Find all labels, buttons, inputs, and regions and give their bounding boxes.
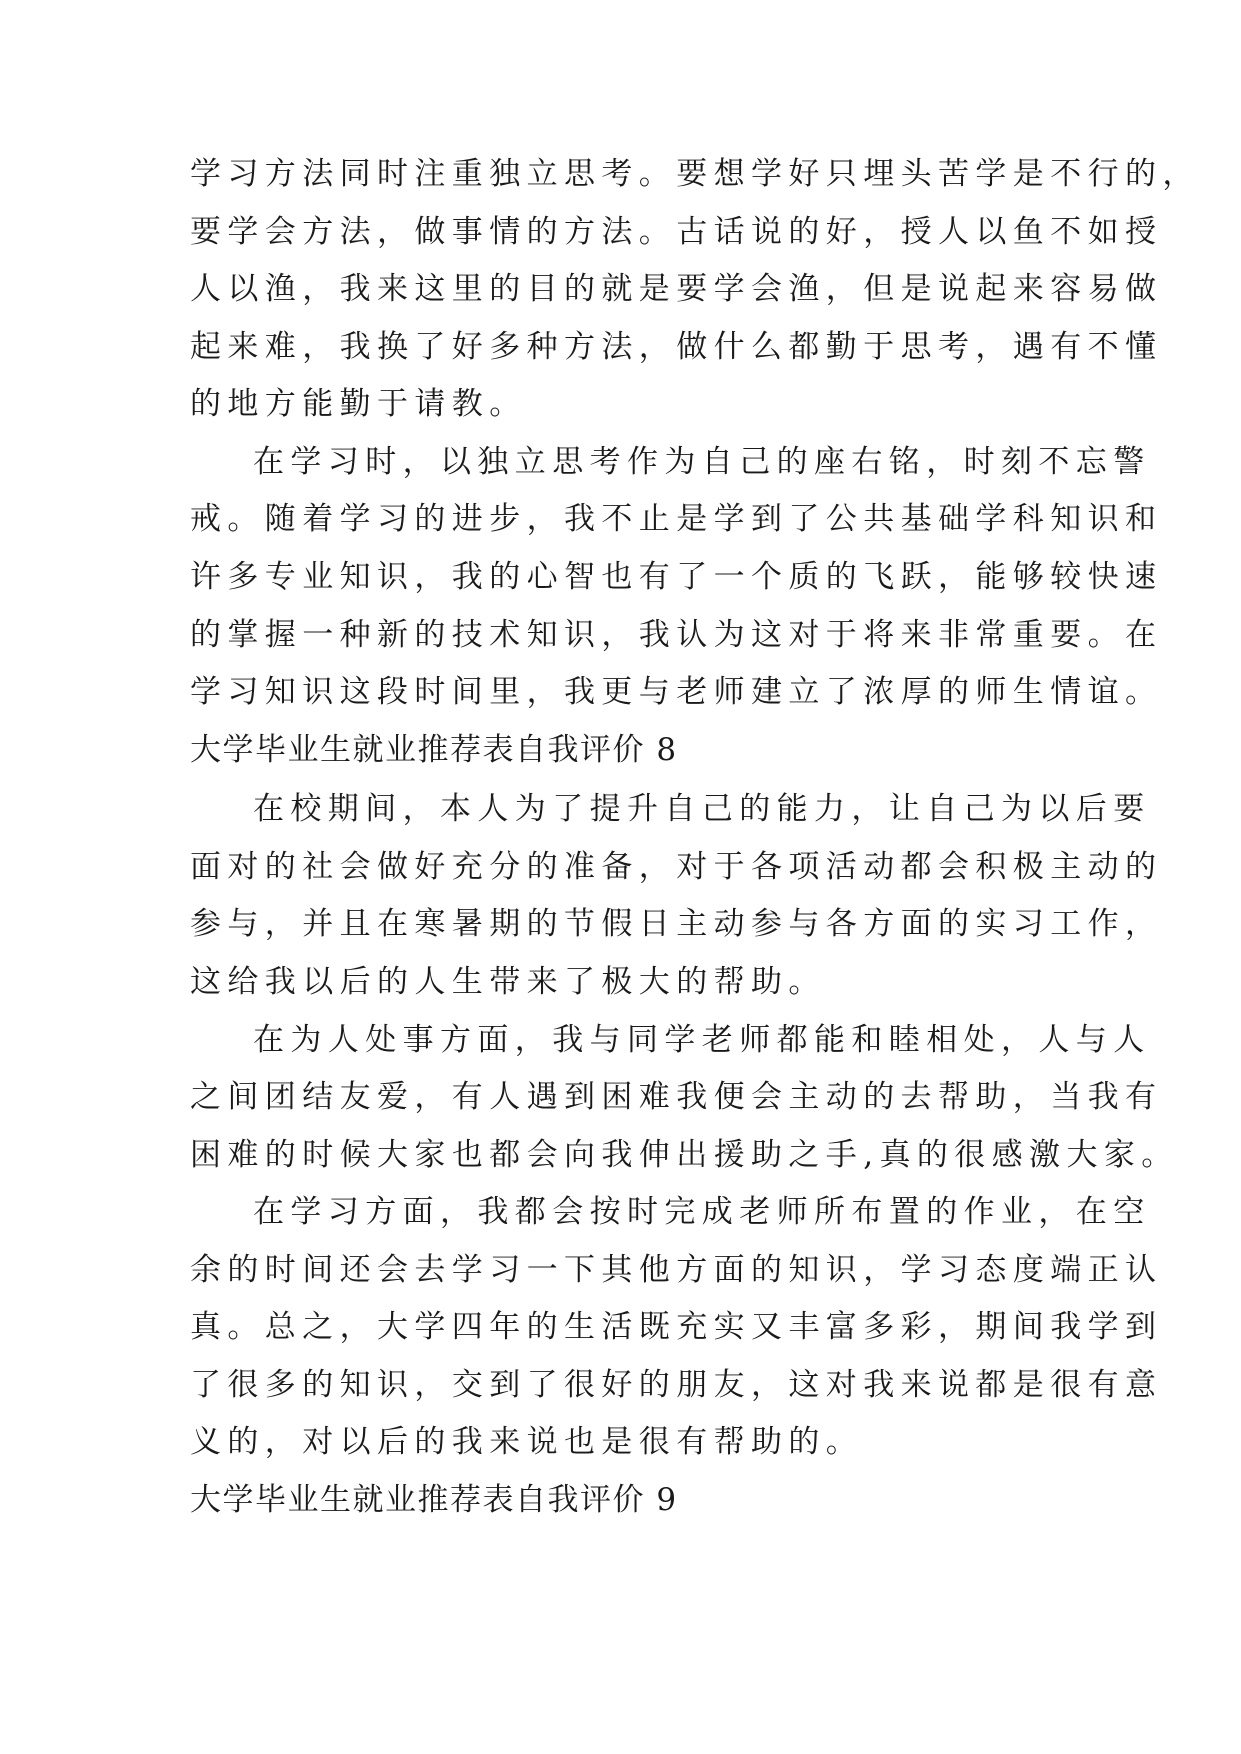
paragraph-line: 起来难，我换了好多种方法，做什么都勤于思考，遇有不懂 bbox=[190, 329, 1163, 365]
paragraph-line: 了很多的知识，交到了很好的朋友，这对我来说都是很有意 bbox=[190, 1367, 1163, 1403]
section-heading: 大学毕业生就业推荐表自我评价 8 bbox=[190, 732, 678, 768]
paragraph-line: 要学会方法，做事情的方法。古话说的好，授人以鱼不如授 bbox=[190, 214, 1163, 250]
paragraph-line: 的掌握一种新的技术知识，我认为这对于将来非常重要。在 bbox=[190, 617, 1163, 653]
paragraph-first-line: 在校期间，本人为了提升自己的能力，让自己为以后要 bbox=[253, 791, 1151, 827]
paragraph-line: 学习方法同时注重独立思考。要想学好只埋头苦学是不行的， bbox=[190, 156, 1200, 192]
paragraph-line: 参与，并且在寒暑期的节假日主动参与各方面的实习工作， bbox=[190, 906, 1163, 942]
paragraph-line: 义的，对以后的我来说也是很有帮助的。 bbox=[190, 1424, 864, 1460]
paragraph-line: 人以渔，我来这里的目的就是要学会渔，但是说起来容易做 bbox=[190, 271, 1163, 307]
paragraph-first-line: 在学习时，以独立思考作为自己的座右铭，时刻不忘警 bbox=[253, 444, 1151, 480]
paragraph-line: 困难的时候大家也都会向我伸出援助之手,真的很感激大家。 bbox=[190, 1137, 1179, 1173]
paragraph-line: 真。总之，大学四年的生活既充实又丰富多彩，期间我学到 bbox=[190, 1309, 1163, 1345]
paragraph-first-line: 在学习方面，我都会按时完成老师所布置的作业，在空 bbox=[253, 1194, 1151, 1230]
section-heading: 大学毕业生就业推荐表自我评价 9 bbox=[190, 1482, 678, 1518]
paragraph-line: 的地方能勤于请教。 bbox=[190, 386, 527, 422]
paragraph-line: 面对的社会做好充分的准备，对于各项活动都会积极主动的 bbox=[190, 849, 1163, 885]
paragraph-line: 余的时间还会去学习一下其他方面的知识，学习态度端正认 bbox=[190, 1252, 1163, 1288]
paragraph-first-line: 在为人处事方面，我与同学老师都能和睦相处，人与人 bbox=[253, 1022, 1151, 1058]
paragraph-line: 许多专业知识，我的心智也有了一个质的飞跃，能够较快速 bbox=[190, 559, 1163, 595]
paragraph-line: 这给我以后的人生带来了极大的帮助。 bbox=[190, 964, 826, 1000]
paragraph-line: 之间团结友爱，有人遇到困难我便会主动的去帮助，当我有 bbox=[190, 1079, 1163, 1115]
paragraph-line: 戒。随着学习的进步，我不止是学到了公共基础学科知识和 bbox=[190, 501, 1163, 537]
paragraph-line: 学习知识这段时间里，我更与老师建立了浓厚的师生情谊。 bbox=[190, 674, 1163, 710]
